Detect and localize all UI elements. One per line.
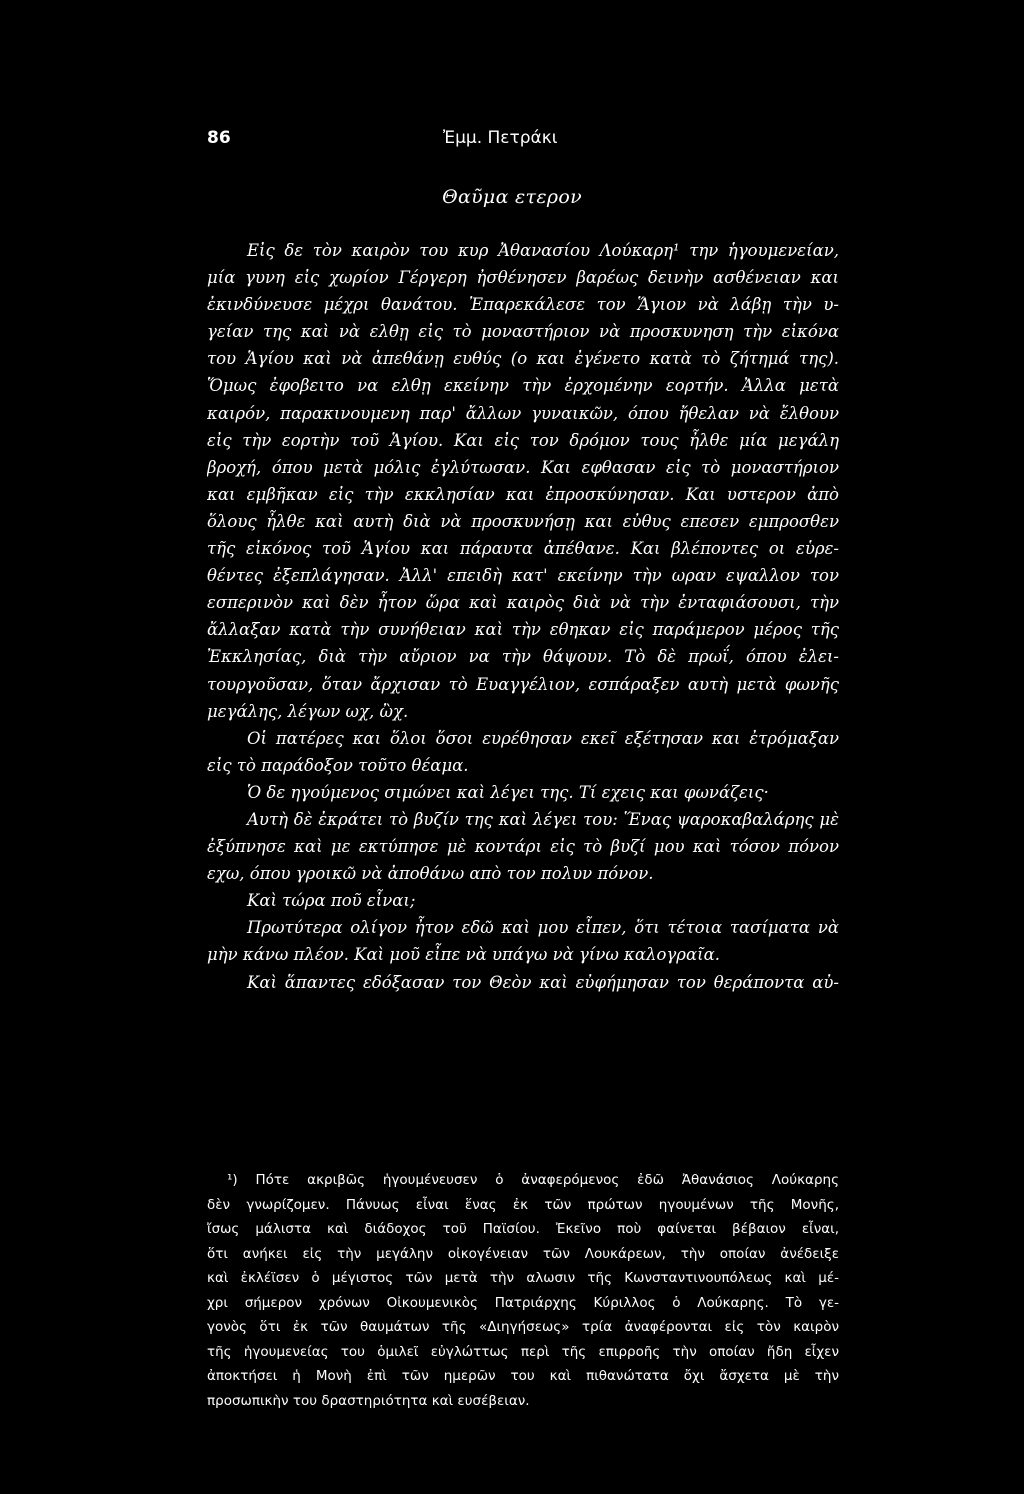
body-line: Καὶ ἅπαντες εδόξασαν τον Θεὸν καὶ εὐφήμησαν τον θεράποντα αὐ- [247,972,839,992]
footnotes [207,1168,839,1413]
footnote-line: γονὸς ὅτι ἐκ τῶν θαυμάτων τῆς «Διηγήσεως» τρία ἀναφέρονται εἰς τὸν καιρὸν [207,1319,839,1335]
footnote-line: ¹) Πότε ακριβῶς ἡγουμένευσεν ὁ ἀναφερόμενος ἐδῶ Ἀθανάσιος Λούκαρης [227,1172,839,1188]
footnote-line: τῆς ἡγουμενείας του ὁμιλεῖ εὐγλώττως περὶ τῆς επιρροῆς τὴν οποίαν ἤδη εἶχεν [207,1343,839,1360]
body-line: γείαν της καὶ νὰ ελθῃ εἰς τὸ μοναστήριον νὰ προσκυνηση τὴν εἰκόνα [207,322,839,342]
body-line: τῆς εἰκόνος τοῦ Ἁγίου και πάραυτα ἀπέθανε. Και βλέποντες οι εὑρε- [207,539,839,559]
body-line: βροχή, όπου μετὰ μόλις ἐγλύτωσαν. Και εφθασαν εἰς τὸ μοναστήριον [207,457,839,477]
footnote-line: χρι σήμερον χρόνων Οἰκουμενικὸς Πατριάρχης Κύριλλος ὁ Λούκαρης. Τὸ γε- [207,1294,839,1311]
footnote-line: ἀποκτήσει ἡ Μονὴ ἐπὶ τῶν ημερῶν του καὶ πιθανώτατα ὄχι ἄσχετα μὲ τὴν [207,1368,839,1384]
footnote-line: ὅτι ανήκει εἰς τὴν μεγάλην οἰκογένειαν τῶν Λουκάρεων, τὴν οποίαν ἀνέδειξε [207,1245,839,1262]
body-line: Ἐκκλησίας, διὰ τὴν αὔριον να τὴν θάψουν. Τὸ δὲ πρωΐ, όπου ἐλει- [207,647,839,667]
footnote-line: δὲν γνωρίζομεν. Πάνυως εἶναι ἕνας ἐκ τῶν πρώτων ηγουμένων τῆς Μονῆς, [207,1196,839,1213]
footnote-line: προσωπικὴν του δραστηριότητα καὶ ευσέβειαν. [207,1392,530,1409]
running-head: Ἐμμ. Πετράκι [443,128,558,148]
body-line: μεγάλης, λέγων ωχ, ὢχ. [207,701,409,721]
body-line: ἐξύπνησε καὶ με εκτύπησε μὲ κοντάρι εἰς τὸ βυζί μου καὶ τόσον πόνον [207,837,839,857]
body-line: μὴν κάνω πλέον. Καὶ μοῦ εἶπε νὰ υπάγω νὰ γίνω καλογραῖα. [207,945,720,965]
body-line: τουργοῦσαν, ὅταν ἄρχισαν τὸ Ευαγγέλιον, εσπάραξεν αυτὴ μετὰ φωνῆς [207,674,839,694]
body-line: ἄλλαξαν κατὰ τὴν συνήθειαν καὶ τὴν εθηκαν εἰς παράμερον μέρος τῆς [207,620,839,640]
footnote-line: ἴσως μάλιστα καὶ διάδοχος τοῦ Παϊσίου. Ἐκεῖνο ποὺ φαίνεται βέβαιον εἶναι, [207,1221,839,1237]
footnote-line: καὶ ἐκλέϊσεν ὁ μέγιστος τῶν μετὰ τὴν αλωσιν τῆς Κωνσταντινουπόλεως καὶ μέ- [207,1270,839,1286]
body-line: εἰς τὸ παράδοξον τοῦτο θέαμα. [207,755,469,775]
body-line: Ὁ δε ηγούμενος σιμώνει καὶ λέγει της. Τί εχεις και φωνάζεις· [247,782,769,802]
body-line: εχω, όπου γροικῶ νὰ ἀποθάνω απὸ τον πολυν πόνον. [207,864,654,884]
page-header [207,128,837,154]
body-line: καιρόν, παρακινουμενη παρ' ἄλλων γυναικῶν, όπου ἤθελαν νὰ ἔλθουν [207,403,839,423]
body-line: και εμβῆκαν εἰς τὴν εκκλησίαν και ἐπροσκύνησαν. Και υστερον ἀπὸ [207,484,839,504]
body-text [207,237,839,996]
page-number: 86 [207,128,231,148]
body-line: Εἰς δε τὸν καιρὸν του κυρ Ἀθανασίου Λούκαρη¹ την ἡγουμενείαν, [247,241,839,260]
section-title: Θαῦμα ετερον [442,186,582,208]
body-line: του Ἁγίου καὶ νὰ ἀπεθάνῃ ευθύς (ο και ἐγένετο κατὰ τὸ ζήτημά της). [207,349,839,369]
body-line: ὅλους ἦλθε καὶ αυτὴ διὰ νὰ προσκυνήσῃ και εὐθυς επεσεν εμπροσθεν [207,511,839,531]
body-line: ἐκινδύνευσε μέχρι θανάτου. Ἐπαρεκάλεσε τον Ἅγιον νὰ λάβῃ τὴν υ- [207,295,839,315]
body-line: Ὅμως ἐφοβειτο να ελθῃ εκείνην τὴν ἐρχομένην εορτήν. Ἀλλα μετὰ [207,376,839,396]
body-line: μία γυνη εἰς χωρίον Γέργερη ἠσθένησεν βαρέως δεινὴν ασθένειαν και [207,268,839,288]
body-line: Πρωτύτερα ολίγον ἦτον εδῶ καὶ μου εἶπεν, ὅτι τέτοια τασίματα νὰ [247,918,839,938]
body-line: Αυτὴ δὲ ἐκράτει τὸ βυζίν της καὶ λέγει του: Ἕνας ψαροκαβαλάρης μὲ [247,809,839,829]
body-line: εσπερινὸν καὶ δὲν ἦτον ὥρα καὶ καιρὸς διὰ νὰ τὴν ἐνταφιάσουσι, τὴν [207,593,839,613]
body-line: εἰς τὴν εορτὴν τοῦ Ἁγίου. Και εἰς τον δρόμον τους ἦλθε μία μεγάλη [207,430,839,450]
body-line: θέντες ἐξεπλάγησαν. Ἀλλ' επειδὴ κατ' εκείνην τὴν ωραν εψαλλον τον [207,566,839,586]
body-line: Καὶ τώρα ποῦ εἶναι; [247,891,416,911]
body-line: Οἱ πατέρες και ὅλοι ὅσοι ευρέθησαν εκεῖ εξέτησαν και ἐτρόμαξαν [247,728,839,748]
